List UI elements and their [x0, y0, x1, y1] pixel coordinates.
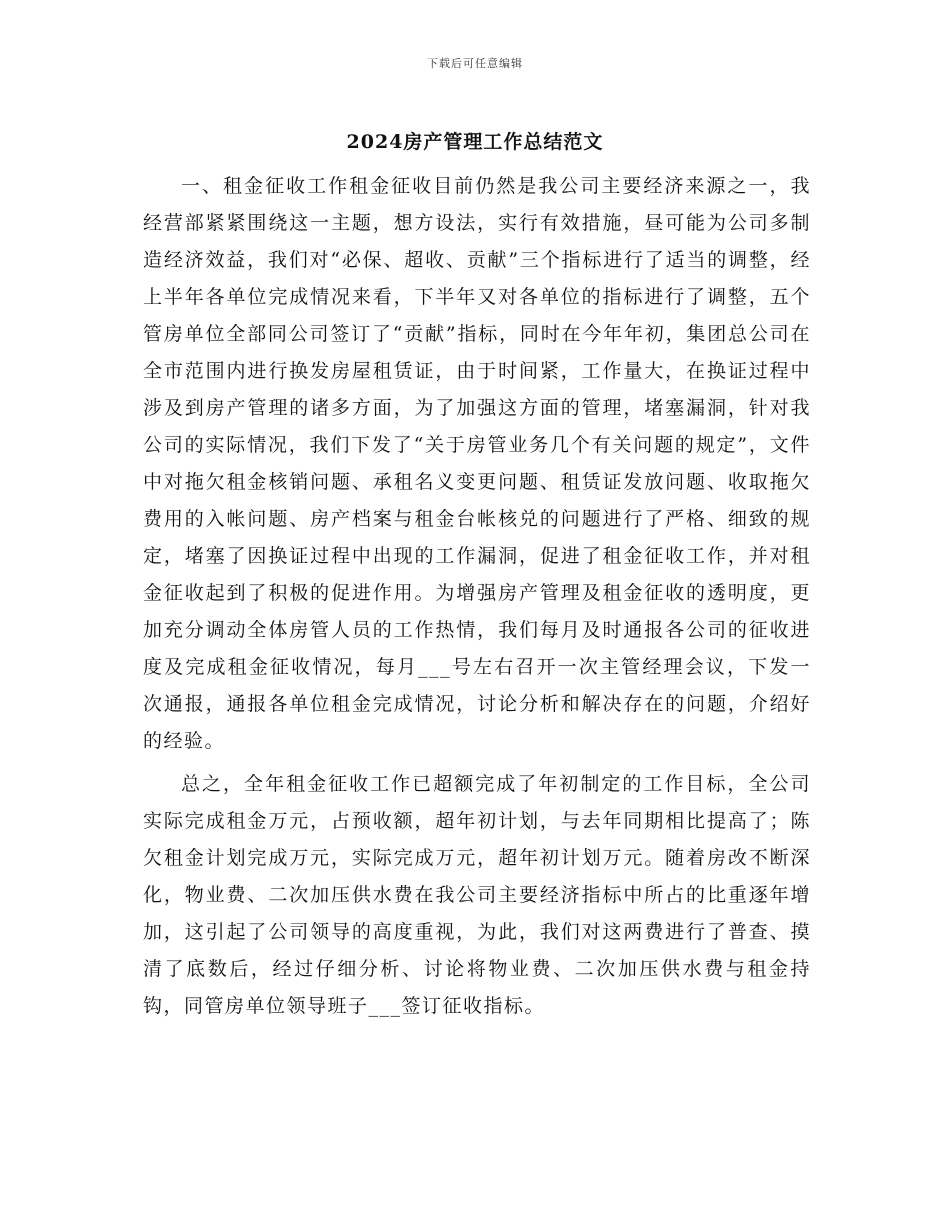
header-note: 下载后可任意编辑 [427, 57, 523, 70]
paragraph-summary: 总之，全年租金征收工作已超额完成了年初制定的工作目标，全公司实际完成租金万元，占预收额，超年初计划，与去年同期相比提高了；陈欠租金计划完成万元，实际完成万元，超年初计划万元。随着房改不断深化，物业费、二次加压供水费在我公司主要经济指标中所占的比重逐年增加，这引起了公司领导的高度重视，为此，我们对这两费进行了普查、摸清了底数后，经过仔细分析、讨论将物业费、二次加压供水费与租金持钩，同管房单位领导班子___签订征收指标。 [143, 773, 811, 1017]
document-title: 2024房产管理工作总结范文 [346, 131, 604, 153]
document-body [143, 168, 811, 1025]
paragraph-rent-collection: 一、租金征收工作租金征收目前仍然是我公司主要经济来源之一，我经营部紧紧围绕这一主题，想方设法，实行有效措施，昼可能为公司多制造经济效益，我们对“必保、超收、贡献”三个指标进行了适当的调整，经上半年各单位完成情况来看，下半年又对各单位的指标进行了调整，五个管房单位全部同公司签订了“贡献”指标，同时在今年年初，集团总公司在全市范围内进行换发房屋租赁证，由于时间紧，工作量大，在换证过程中涉及到房产管理的诸多方面，为了加强这方面的管理，堵塞漏洞，针对我公司的实际情况，我们下发了“关于房管业务几个有关问题的规定”，文件中对拖欠租金核销问题、承租名义变更问题、租赁证发放问题、收取拖欠费用的入帐问题、房产档案与租金台帐核兑的问题进行了严格、细致的规定，堵塞了因换证过程中出现的工作漏洞，促进了租金征收工作，并对租金征收起到了积极的促进作用。为增强房产管理及租金征收的透明度，更加充分调动全体房管人员的工作热情，我们每月及时通报各公司的征收进度及完成租金征收情况，每月___号左右召开一次主管经理会议，下发一次通报，通报各单位租金完成情况，讨论分析和解决存在的问题，介绍好的经验。 [143, 175, 811, 752]
